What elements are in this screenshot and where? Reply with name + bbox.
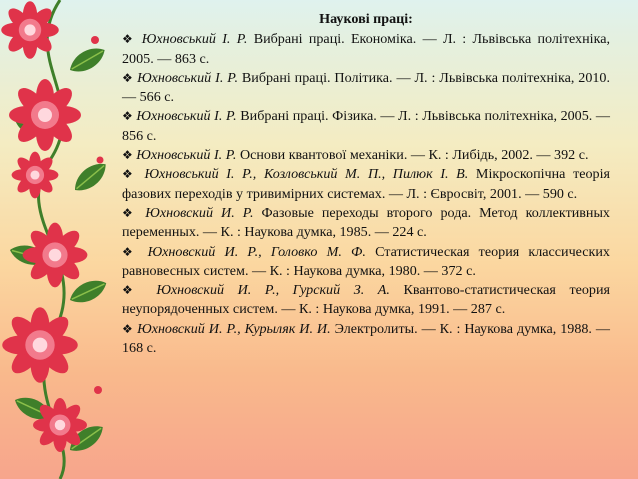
entry-author: Юхновский И. Р. [145, 204, 254, 221]
floral-ornament-border [0, 0, 118, 479]
list-item [122, 243, 610, 282]
list-item [122, 30, 610, 69]
entry-author: Юхновський І. Р., Козловський М. П., Пилюк І. В. [144, 166, 469, 183]
diamond-bullet-icon: ❖ [122, 167, 137, 182]
entry-author: Юхновський І. Р. [136, 108, 237, 125]
list-item [122, 165, 610, 204]
entry-details: Фазовые переходы второго рода. Метод коллективных переменных. — К. : Наукова думка, 1985. — 224 с. [122, 204, 610, 241]
diamond-bullet-icon: ❖ [122, 70, 134, 85]
entry-details: Вибрані праці. Фізика. — Л. : Львівська політехніка, 2005. — 856 с. [122, 108, 610, 144]
entry-author: Юхновский И. Р., Головко М. Ф. [147, 243, 366, 260]
list-item [122, 107, 610, 146]
page-title: Наукові праці: [319, 11, 413, 27]
diamond-bullet-icon: ❖ [122, 148, 133, 163]
entry-details: Основи квантової механіки. — К. : Либідь, 2002. — 392 с. [236, 147, 589, 164]
list-item [122, 69, 610, 108]
entry-details: Квантово-статистическая теория неупорядоченных систем. — К. : Наукова думка, 1991. — 287 с. [122, 282, 610, 318]
diamond-bullet-icon: ❖ [122, 32, 136, 47]
list-item [122, 281, 610, 320]
entry-details: Электролиты. — К. : Наукова думка, 1988. — 168 с. [122, 320, 610, 357]
diamond-bullet-icon: ❖ [122, 321, 134, 336]
list-item [122, 204, 610, 243]
entry-details: Вибрані праці. Економіка. — Л. : Львівська політехніка, 2005. — 863 с. [122, 31, 610, 67]
entry-author: Юхновський І. Р. [136, 147, 237, 164]
entry-author: Юхновський І. Р. [141, 31, 248, 48]
diamond-bullet-icon: ❖ [122, 205, 138, 220]
diamond-bullet-icon: ❖ [122, 109, 133, 124]
diamond-bullet-icon: ❖ [122, 244, 139, 259]
entry-details: Вибрані праці. Політика. — Л. : Львівська політехніка, 2010. — 566 с. [122, 69, 611, 106]
diamond-bullet-icon: ❖ [122, 283, 143, 298]
entries-container [122, 30, 610, 358]
publications-list [122, 10, 610, 358]
entry-author: Юхновский И. Р., Гурский З. А. [156, 282, 390, 299]
list-item [122, 320, 610, 359]
list-item [122, 146, 610, 165]
entry-details: Мікроскопічна теорія фазових переходів у тривимірних системах. — Л. : Євросвіт, 2001. — 590 с. [122, 166, 610, 202]
entry-details: Статистическая теория классических равновесных систем. — К. : Наукова думка, 1980. — 372 с. [122, 243, 610, 279]
entry-author: Юхновський І. Р. [137, 69, 238, 86]
entry-author: Юхновский И. Р., Курыляк И. И. [137, 320, 331, 337]
